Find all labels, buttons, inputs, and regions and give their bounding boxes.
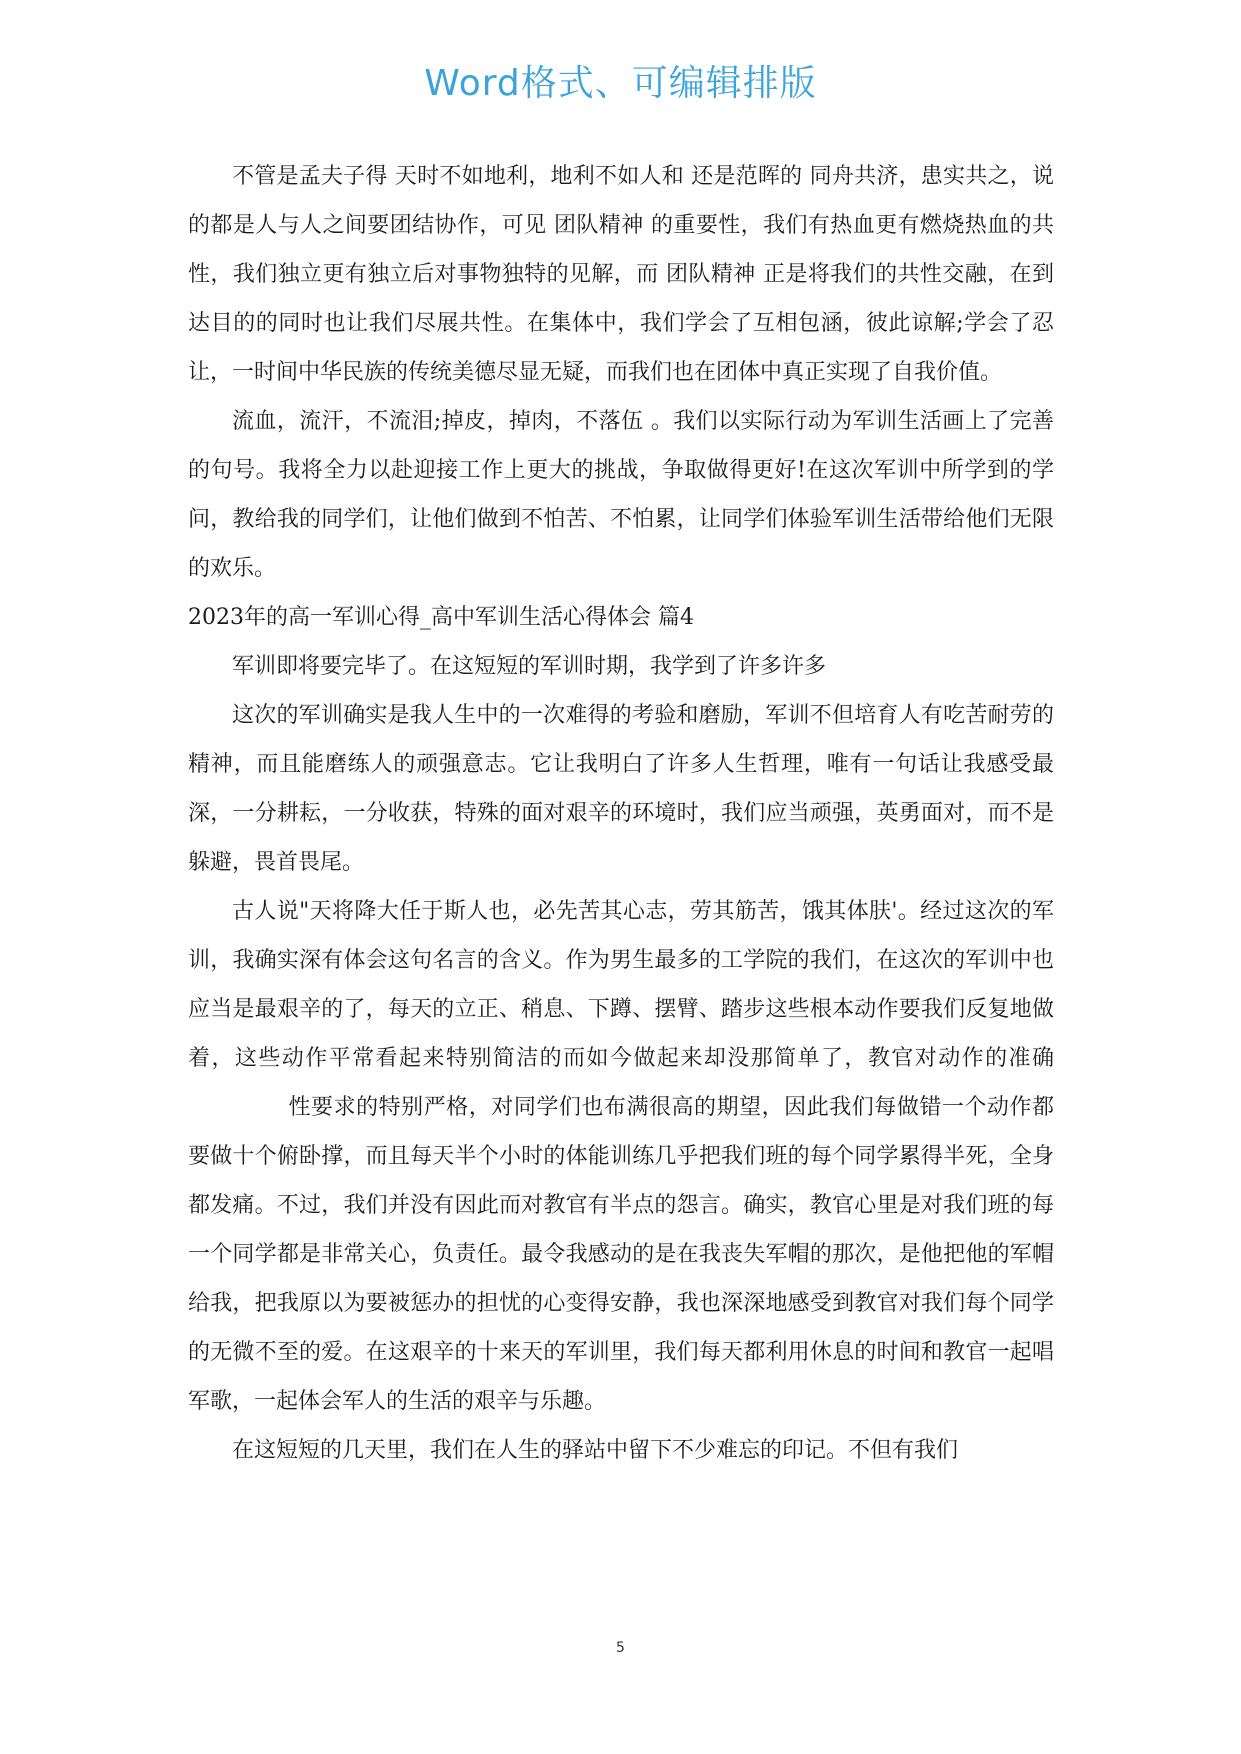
paragraph-instructor (188, 887, 1054, 1426)
paragraph-conclusion: 流血，流汗，不流泪;掉皮，掉肉，不落伍 。我们以实际行动为军训生活画上了完善的句号。我将全力以赴迎接工作上更大的挑战，争取做得更好!在这次军训中所学到的学问，教给我的同学们，让他们做到不怕苦、不怕累，让同学们体验军训生活带给他们无限的欢乐。 (188, 409, 1054, 581)
paragraph-intro: 军训即将要完毕了。在这短短的军训时期，我学到了许多许多 (232, 654, 827, 679)
document-header-title: Word格式、可编辑排版 (424, 63, 817, 104)
page-number: 5 (616, 1640, 625, 1656)
paragraph-teamwork: 不管是孟夫子得 天时不如地利，地利不如人和 还是范晖的 同舟共济，患实共之，说的都是人与人之间要团结协作，可见 团队精神 的重要性，我们有热血更有燃烧热血的共性，我们独立更有独立后对事物独特的见解，而 团队精神 正是将我们的共性交融，在到达目的的同时也让我们尽展共性。在集体中，我们学会了互相包涵，彼此谅解;学会了忍让，一时间中华民族的传统美德尽显无疑，而我们也在团体中真正实现了自我价值。 (188, 164, 1054, 385)
section-heading: 2023年的高一军训心得_高中军训生活心得体会 篇4 (188, 605, 694, 630)
paragraph-final: 在这短短的几天里，我们在人生的驿站中留下不少难忘的印记。不但有我们 (232, 1438, 959, 1463)
paragraph-instructor-part-1: 古人说"天将降大任于斯人也，必先苦其心志，劳其筋苦，饿其体肤'。经过这次的军训，我确实深有体会这句名言的含义。作为男生最多的工学院的我们，在这次的军训中也应当是最艰辛的了，每天的立正、稍息、下蹲、摆臂、踏步这些根本动作要我们反复地做着，这些动作平常看起来特别简洁的而如今做起来却没那简单了，教官对动作的准确 (188, 899, 1054, 1071)
document-body (188, 152, 1054, 1475)
paragraph-instructor-part-2: 性要求的特别严格，对同学们也布满很高的期望，因此我们每做错一个动作都要做十个俯卧撑，而且每天半个小时的体能训练几乎把我们班的每个同学累得半死，全身都发痛。不过，我们并没有因此而对教官有半点的怨言。确实，教官心里是对我们班的每一个同学都是非常关心，负责任。最令我感动的是在我丧失军帽的那次，是他把他的军帽给我，把我原以为要被惩办的担忧的心变得安静，我也深深地感受到教官对我们每个同学的无微不至的爱。在这艰辛的十来天的军训里，我们每天都利用休息的时间和教官一起唱军歌，一起体会军人的生活的艰辛与乐趣。 (188, 1095, 1054, 1414)
paragraph-experience: 这次的军训确实是我人生中的一次难得的考验和磨励，军训不但培育人有吃苦耐劳的精神，而且能磨练人的顽强意志。它让我明白了许多人生哲理，唯有一句话让我感受最深，一分耕耘，一分收获，特殊的面对艰辛的环境时，我们应当顽强，英勇面对，而不是躲避，畏首畏尾。 (188, 703, 1054, 875)
